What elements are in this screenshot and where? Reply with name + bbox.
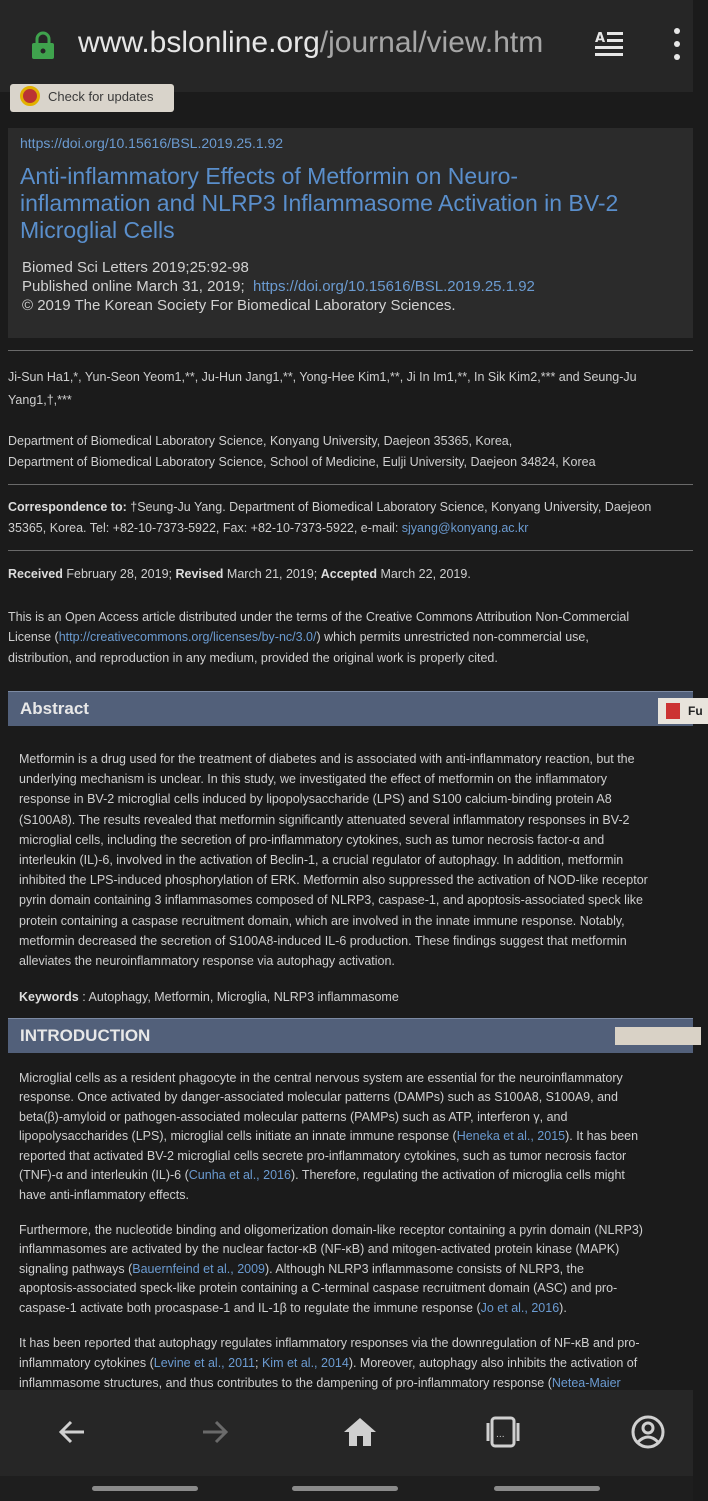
correspondence: [8, 518, 693, 538]
intro-line: reported that activated BV-2 microglial cells secrete pro-inflammatory cytokines, such as tumor necrosis factor: [19, 1149, 627, 1163]
reader-mode-icon[interactable]: [593, 30, 625, 58]
published-date: Published online March 31, 2019;: [22, 278, 245, 295]
text-line: Microglial cells as a resident phagocyte in the central nervous system are essential for the neuroinflammatory: [19, 1071, 623, 1085]
home-icon[interactable]: [342, 1414, 378, 1450]
svg-text:...: ...: [496, 1430, 505, 1440]
check-for-updates-button[interactable]: [10, 84, 174, 112]
intro-line: [19, 1165, 704, 1185]
gesture-pill[interactable]: [292, 1486, 398, 1491]
intro-line: [19, 1259, 704, 1279]
full-text-pdf-button[interactable]: [658, 698, 708, 724]
doi-link[interactable]: https://doi.org/10.15616/BSL.2019.25.1.92: [20, 135, 284, 151]
pdf-icon: [666, 703, 680, 719]
correspondence: [8, 497, 693, 517]
text-line: Metformin is a drug used for the treatment of diabetes and is associated with anti-inflammatory reaction, but the: [19, 752, 635, 766]
divider: [8, 484, 693, 485]
browser-bottom-nav: [0, 1390, 693, 1476]
text-line: microglial cells, including the secretion of pro-inflammatory cytokines, such as tumor necrosis factor-α and: [19, 832, 605, 847]
url-domain: www.bslonline.org: [78, 26, 320, 59]
abstract-heading: [8, 691, 703, 726]
authors-line: Yang1,†,***: [8, 393, 72, 407]
license-text: distribution, and reproduction in any medium, provided the original work is properly cited.: [8, 651, 498, 665]
copyright: © 2019 The Korean Society For Biomedical Laboratory Sciences.: [22, 297, 456, 314]
address-bar[interactable]: [78, 26, 574, 60]
citation-link[interactable]: Jo et al., 2016: [480, 1301, 560, 1315]
intro-line: [19, 1353, 704, 1373]
intro-text: lipopolysaccharides (LPS), microglial cells initiate an innate immune response (: [19, 1129, 457, 1143]
intro-text: ). It has been: [565, 1129, 639, 1143]
more-menu-icon[interactable]: [672, 28, 682, 64]
url-path: /journal/view.htm: [319, 26, 544, 59]
abstract-heading-text: Abstract: [20, 699, 89, 718]
dates-line: [8, 564, 693, 584]
text-line: response in BV-2 microglial cells induced by lipopolysaccharide (LPS) and S100 calcium-binding protein A8: [19, 792, 612, 807]
crossmark-icon: [20, 86, 40, 106]
received-date: February 28, 2019;: [62, 567, 176, 581]
license-link[interactable]: http://creativecommons.org/licenses/by-nc/3.0/: [58, 630, 317, 644]
intro-line: apoptosis-associated speck-like protein containing a C-terminal caspase recruitment domain (ASC) and pro-: [19, 1281, 618, 1295]
gesture-pill[interactable]: [92, 1486, 198, 1491]
keywords-label: Keywords: [19, 990, 79, 1004]
intro-line: Furthermore, the nucleotide binding and oligomerization domain-like receptor containing a pyrin domain (NLRP3): [19, 1223, 643, 1237]
intro-text: ). Moreover, autophagy also inhibits the activation of: [348, 1356, 638, 1370]
browser-toolbar: [0, 0, 693, 92]
correspondence-text: 35365, Korea. Tel: +82-10-7373-5922, Fax: +82-10-7373-5922, e-mail:: [8, 521, 402, 535]
text-line: interleukin (IL)-6, involved in the activation of Beclin-1, a crucial regulator of autophagy. In addition, metformin: [19, 853, 624, 867]
forward-icon[interactable]: [197, 1414, 233, 1450]
keywords-list: : Autophagy, Metformin, Microglia, NLRP3 inflammasome: [78, 990, 399, 1004]
article-title[interactable]: [20, 163, 688, 244]
revised-label: Revised: [175, 567, 224, 581]
text-line: protein containing a caspase recruitment domain, which are involved in the innate immune response. Notably,: [19, 913, 625, 928]
accepted-date: March 22, 2019.: [377, 567, 471, 581]
account-icon[interactable]: [630, 1414, 666, 1450]
received-label: Received: [8, 567, 63, 581]
text-line: metformin decreased the secretion of S100A8-induced IL-6 production. These findings suggest that metformin: [19, 933, 627, 948]
intro-line: have anti-inflammatory effects.: [19, 1188, 189, 1202]
text-line: response. Once activated by danger-associated molecular patterns (DAMPs) such as S100A8, S100A9, and: [19, 1090, 618, 1105]
intro-line: It has been reported that autophagy regulates inflammatory responses via the downregulation of NF-κB and pro-: [19, 1336, 640, 1350]
text-line: (S100A8). The results revealed that metformin significantly attenuated several inflammatory responses in BV-2: [19, 812, 630, 827]
affiliation: Department of Biomedical Laboratory Science, Konyang University, Daejeon 35365, Korea,: [8, 434, 513, 448]
text-line: alleviates the neuroinflammatory response via autophagy activation.: [19, 954, 395, 968]
citation-link[interactable]: Kim et al., 2014: [261, 1356, 349, 1370]
system-gesture-bar: [0, 1476, 693, 1501]
published-doi-link[interactable]: https://doi.org/10.15616/BSL.2019.25.1.92: [253, 278, 535, 295]
intro-text: ;: [255, 1356, 262, 1370]
section-button[interactable]: [615, 1027, 701, 1045]
correspondence-label: Correspondence to:: [8, 500, 127, 514]
divider: [8, 350, 693, 351]
introduction-heading-text: INTRODUCTION: [20, 1026, 151, 1045]
citation-info: [22, 258, 535, 315]
citation-link[interactable]: Heneka et al., 2015: [456, 1129, 566, 1143]
lock-icon[interactable]: [30, 30, 56, 60]
citation-link[interactable]: Netea-Maier: [551, 1376, 621, 1390]
intro-text: inflammasome structures, and thus contributes to the dampening of pro-inflammatory response (: [19, 1376, 552, 1390]
intro-text: inflammatory cytokines (: [19, 1356, 154, 1370]
intro-text: ).: [559, 1301, 567, 1315]
revised-date: March 21, 2019;: [223, 567, 321, 581]
intro-text: signaling pathways (: [19, 1262, 133, 1276]
license-text: [8, 627, 693, 647]
citation-link[interactable]: Bauernfeind et al., 2009: [132, 1262, 266, 1276]
keywords: [19, 987, 704, 1007]
accepted-label: Accepted: [320, 567, 377, 581]
pdf-button-label: Fu: [688, 704, 703, 718]
title-line: Microglial Cells: [20, 217, 175, 243]
gesture-pill[interactable]: [494, 1486, 600, 1491]
intro-text: ). Therefore, regulating the activation of microglia cells might: [290, 1168, 625, 1182]
text-line: inhibited the LPS-induced phosphorylation of ERK. Metformin also suppressed the activation of NOD-like receptor: [19, 873, 648, 888]
authors-line: Ji-Sun Ha1,*, Yun-Seon Yeom1,**, Ju-Hun Jang1,**, Yong-Hee Kim1,**, Ji In Im1,**, In Sik Kim2,*** and Seung-Ju: [8, 370, 637, 384]
intro-text: caspase-1 activate both procaspase-1 and IL-1β to regulate the immune response (: [19, 1301, 481, 1315]
correspondence-text: †Seung-Ju Yang. Department of Biomedical Laboratory Science, Konyang University, Daejeon: [126, 500, 652, 514]
tabs-icon[interactable]: [485, 1414, 521, 1450]
back-icon[interactable]: [54, 1414, 90, 1450]
article-info-box: [8, 128, 693, 338]
intro-line: inflammasomes are activated by the nuclear factor-κB (NF-κB) and mitogen-activated protein kinase (MAPK): [19, 1242, 620, 1256]
introduction-heading: [8, 1018, 693, 1053]
affiliation: Department of Biomedical Laboratory Science, School of Medicine, Eulji University, Daejeon 34824, Korea: [8, 455, 596, 469]
citation-link[interactable]: Levine et al., 2011: [153, 1356, 255, 1370]
text-line: beta(β)-amyloid or pathogen-associated molecular patterns (PAMPs) such as ATP, interferon γ, and: [19, 1109, 568, 1124]
svg-text:A: A: [595, 31, 606, 46]
web-page: [0, 89, 703, 1390]
license-text-part: License (: [8, 630, 59, 644]
text-line: pyrin domain containing 3 inflammasomes composed of NLRP3, caspase-1, and apoptosis-associated speck like: [19, 893, 643, 908]
citation-link[interactable]: Cunha et al., 2016: [188, 1168, 291, 1182]
license-text: This is an Open Access article distributed under the terms of the Creative Commons Attribution Non-Commercial: [8, 610, 630, 624]
title-line: Anti-inflammatory Effects of Metformin on Neuro-: [20, 163, 519, 189]
intro-line: [19, 1126, 704, 1146]
journal-citation: Biomed Sci Letters 2019;25:92-98: [22, 259, 249, 276]
check-updates-label: Check for updates: [48, 89, 154, 104]
intro-text: (TNF)-α and interleukin (IL)-6 (: [19, 1168, 189, 1182]
license-text-part: ) which permits unrestricted non-commercial use,: [316, 630, 589, 644]
email-link[interactable]: sjyang@konyang.ac.kr: [401, 521, 529, 535]
title-line: inflammation and NLRP3 Inflammasome Activation in BV-2: [20, 190, 619, 216]
intro-line: [19, 1298, 704, 1318]
intro-text: ). Although NLRP3 inflammasome consists of NLRP3, the: [265, 1262, 584, 1276]
text-line: underlying mechanism is unclear. In this study, we investigated the effect of metformin on the inflammatory: [19, 772, 608, 787]
divider: [8, 550, 693, 551]
